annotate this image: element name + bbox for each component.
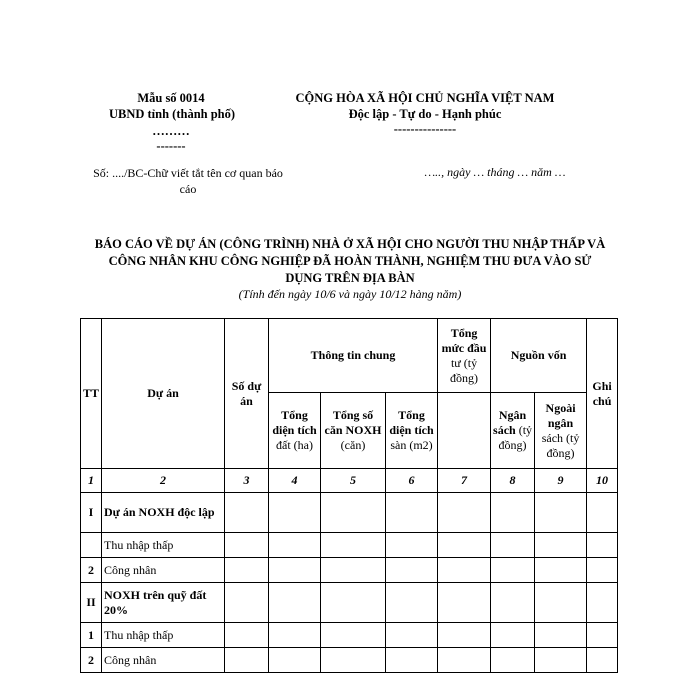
empty-cell	[269, 533, 321, 558]
column-number: 9	[535, 469, 587, 493]
empty-cell	[321, 648, 386, 673]
empty-cell	[587, 558, 618, 583]
col-header-tt: TT	[81, 319, 102, 469]
column-number: 7	[438, 469, 491, 493]
empty-cell	[535, 648, 587, 673]
empty-cell	[438, 583, 491, 623]
table-row	[81, 558, 618, 583]
table-body	[81, 493, 618, 673]
row-label: Công nhân	[102, 648, 225, 673]
empty-cell	[587, 648, 618, 673]
col-header-budget	[491, 393, 535, 469]
column-number-row	[81, 469, 618, 493]
empty-cell	[535, 558, 587, 583]
row-number	[81, 533, 102, 558]
budget-unit: (tỷ đồng)	[498, 423, 533, 452]
empty-cell	[269, 648, 321, 673]
column-number: 3	[225, 469, 269, 493]
report-table	[80, 318, 618, 673]
empty-cell	[491, 623, 535, 648]
row-label: Thu nhập thấp	[102, 623, 225, 648]
row-label: Công nhân	[102, 558, 225, 583]
table-row	[81, 533, 618, 558]
empty-cell	[321, 583, 386, 623]
empty-cell	[587, 583, 618, 623]
row-number: II	[81, 583, 102, 623]
empty-cell	[269, 623, 321, 648]
empty-cell	[225, 493, 269, 533]
total-investment-label: Tổng mức đầu	[441, 325, 487, 355]
table-row	[81, 623, 618, 648]
empty-cell	[269, 583, 321, 623]
place-and-date: ….., ngày … tháng … năm …	[424, 165, 566, 179]
empty-cell	[491, 558, 535, 583]
empty-cell	[535, 533, 587, 558]
col-header-note: Ghi chú	[587, 319, 618, 469]
empty-cell	[438, 558, 491, 583]
col-header-total-investment	[438, 319, 491, 393]
column-number: 2	[102, 469, 225, 493]
table-row	[81, 648, 618, 673]
empty-cell	[386, 493, 438, 533]
empty-cell	[438, 623, 491, 648]
form-number: Mẫu số 0014	[137, 91, 205, 105]
row-number: 2	[81, 648, 102, 673]
empty-cell	[535, 493, 587, 533]
empty-cell	[491, 533, 535, 558]
motto-divider: ---------------	[393, 122, 457, 136]
col-header-total-investment-sub	[438, 393, 491, 469]
empty-cell	[225, 583, 269, 623]
table-row	[81, 583, 618, 623]
row-label: NOXH trên quỹ đất 20%	[102, 583, 225, 623]
col-header-general-info: Thông tin chung	[269, 319, 438, 393]
report-title: BÁO CÁO VỀ DỰ ÁN (CÔNG TRÌNH) NHÀ Ở XÃ HỘI CHO NGƯỜI THU NHẬP THẤP VÀ CÔNG NHÂN KHU CÔNG NGHIỆP ĐÃ HOÀN THÀNH, NGHIỆM THU ĐƯA VÀO SỬ DỤNG TRÊN ĐỊA BÀN	[94, 237, 606, 285]
empty-cell	[491, 648, 535, 673]
housing-units-label: Tổng số căn NOXH	[324, 408, 382, 437]
column-number: 4	[269, 469, 321, 493]
empty-cell	[438, 533, 491, 558]
empty-cell	[438, 648, 491, 673]
row-label: Dự án NOXH độc lập	[102, 493, 225, 533]
header-row-1	[81, 319, 618, 393]
empty-cell	[438, 493, 491, 533]
column-number: 5	[321, 469, 386, 493]
housing-units-unit: (căn)	[340, 438, 366, 452]
empty-cell	[225, 648, 269, 673]
empty-cell	[386, 533, 438, 558]
empty-cell	[321, 533, 386, 558]
empty-cell	[587, 623, 618, 648]
table-row	[81, 493, 618, 533]
col-header-floor-area	[386, 393, 438, 469]
empty-cell	[225, 623, 269, 648]
column-number: 10	[587, 469, 618, 493]
non-budget-unit: sách (tỷ đồng)	[541, 430, 580, 460]
issuer-divider: -------	[156, 139, 186, 153]
empty-cell	[386, 623, 438, 648]
column-number: 8	[491, 469, 535, 493]
empty-cell	[321, 558, 386, 583]
land-area-unit: đất (ha)	[276, 438, 313, 452]
col-header-non-budget	[535, 393, 587, 469]
column-number: 1	[81, 469, 102, 493]
row-number: I	[81, 493, 102, 533]
report-subtitle: (Tính đến ngày 10/6 và ngày 10/12 hàng năm)	[238, 287, 462, 301]
empty-cell	[386, 558, 438, 583]
empty-cell	[587, 493, 618, 533]
floor-area-label: Tổng diện tích	[389, 408, 434, 437]
empty-cell	[321, 493, 386, 533]
budget-label: Ngân sách	[493, 408, 527, 437]
national-title: CỘNG HÒA XÃ HỘI CHỦ NGHĨA VIỆT NAM	[295, 91, 555, 105]
empty-cell	[225, 558, 269, 583]
empty-cell	[587, 533, 618, 558]
empty-cell	[535, 623, 587, 648]
issuing-authority: UBND tỉnh (thành phố)	[108, 107, 236, 121]
empty-cell	[386, 648, 438, 673]
empty-cell	[491, 493, 535, 533]
empty-cell	[269, 493, 321, 533]
column-number: 6	[386, 469, 438, 493]
col-header-capital-source: Nguồn vốn	[491, 319, 587, 393]
row-label: Thu nhập thấp	[102, 533, 225, 558]
col-header-project-count: Số dự án	[225, 319, 269, 469]
total-investment-unit: tư (tỷ đồng)	[450, 355, 479, 385]
empty-cell	[321, 623, 386, 648]
land-area-label: Tổng diện tích	[272, 408, 317, 437]
non-budget-label: Ngoài ngân	[545, 400, 576, 430]
floor-area-unit: sàn (m2)	[390, 438, 433, 452]
empty-cell	[535, 583, 587, 623]
row-number: 1	[81, 623, 102, 648]
national-motto: Độc lập - Tự do - Hạnh phúc	[348, 107, 502, 121]
issuer-placeholder-dots: ………	[152, 124, 190, 138]
empty-cell	[269, 558, 321, 583]
col-header-housing-units	[321, 393, 386, 469]
col-header-land-area	[269, 393, 321, 469]
empty-cell	[225, 533, 269, 558]
empty-cell	[386, 583, 438, 623]
empty-cell	[491, 583, 535, 623]
col-header-project: Dự án	[102, 319, 225, 469]
row-number: 2	[81, 558, 102, 583]
report-number: Số: ..../BC-Chữ viết tắt tên cơ quan báo cáo	[93, 166, 283, 196]
